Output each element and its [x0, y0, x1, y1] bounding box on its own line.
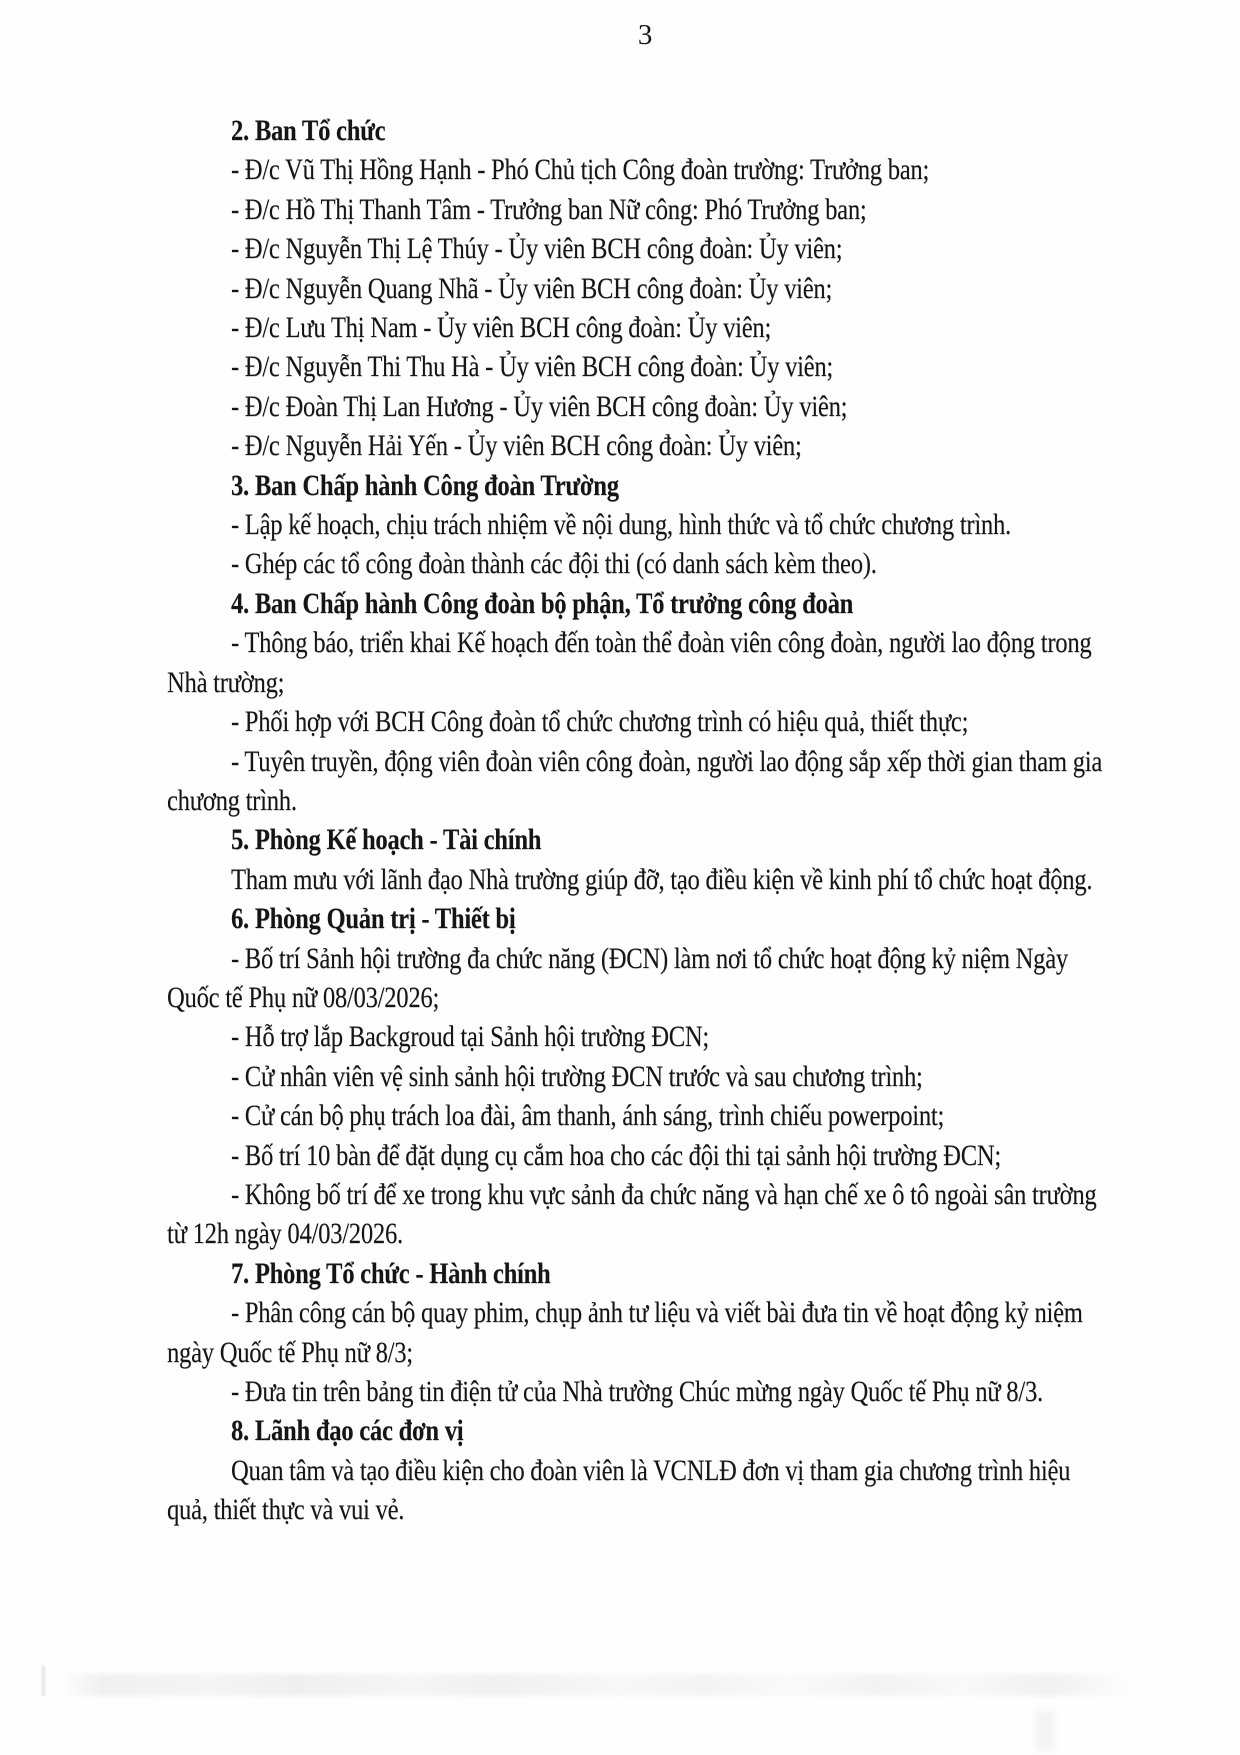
scan-artifact-smudge — [1035, 1710, 1055, 1752]
paragraph: - Đ/c Nguyễn Thị Lệ Thúy - Ủy viên BCH công đoàn: Ủy viên; — [230, 232, 843, 266]
paragraph: - Hỗ trợ lắp Backgroud tại Sảnh hội trường ĐCN; — [230, 1020, 710, 1054]
paragraph: - Cử nhân viên vệ sinh sảnh hội trường ĐCN trước và sau chương trình; — [230, 1059, 923, 1093]
paragraph: Quan tâm và tạo điều kiện cho đoàn viên là VCNLĐ đơn vị tham gia chương trình hiệu quả, thiết thực và vui vẻ. — [167, 1453, 1071, 1527]
paragraph: - Lập kế hoạch, chịu trách nhiệm về nội dung, hình thức và tổ chức chương trình. — [230, 508, 1011, 542]
section-lanh-dao-cac-don-vi — [167, 1411, 1107, 1529]
section-heading: 5. Phòng Kế hoạch - Tài chính — [230, 823, 542, 857]
paragraph: - Đ/c Nguyễn Hải Yến - Ủy viên BCH công đoàn: Ủy viên; — [230, 429, 802, 463]
paragraph: - Phân công cán bộ quay phim, chụp ảnh tư liệu và viết bài đưa tin về hoạt động kỷ niệm ngày Quốc tế Phụ nữ 8/3; — [167, 1296, 1083, 1369]
paragraph: - Đ/c Nguyễn Thi Thu Hà - Ủy viên BCH công đoàn: Ủy viên; — [230, 350, 833, 384]
paragraph: - Bố trí 10 bàn để đặt dụng cụ cắm hoa cho các đội thi tại sảnh hội trường ĐCN; — [230, 1138, 1001, 1172]
section-ban-chap-hanh-cong-doan-truong — [167, 466, 1107, 584]
paragraph: - Cử cán bộ phụ trách loa đài, âm thanh, ánh sáng, trình chiếu powerpoint; — [230, 1099, 945, 1133]
section-heading: 3. Ban Chấp hành Công đoàn Trường — [230, 468, 619, 502]
paragraph: - Đ/c Nguyễn Quang Nhã - Ủy viên BCH công đoàn: Ủy viên; — [230, 271, 833, 305]
section-ban-to-chuc — [167, 111, 1107, 466]
section-phong-ke-hoach-tai-chinh — [167, 820, 1107, 899]
paragraph: - Ghép các tổ công đoàn thành các đội thi (có danh sách kèm theo). — [230, 547, 877, 581]
paragraph: - Không bố trí để xe trong khu vực sảnh đa chức năng và hạn chế xe ô tô ngoài sân trường từ 12h ngày 04/03/2026. — [167, 1177, 1097, 1251]
paragraph: - Bố trí Sảnh hội trường đa chức năng (ĐCN) làm nơi tổ chức hoạt động kỷ niệm Ngày Quốc tế Phụ nữ 08/03/2026; — [167, 941, 1068, 1014]
paragraph: - Đ/c Lưu Thị Nam - Ủy viên BCH công đoàn: Ủy viên; — [230, 311, 772, 345]
section-heading: 8. Lãnh đạo các đơn vị — [230, 1414, 464, 1448]
section-heading: 2. Ban Tổ chức — [230, 114, 386, 147]
document-content — [167, 111, 1107, 1530]
paragraph: - Đ/c Hồ Thị Thanh Tâm - Trưởng ban Nữ công: Phó Trưởng ban; — [230, 192, 867, 226]
paragraph: - Phối hợp với BCH Công đoàn tổ chức chương trình có hiệu quả, thiết thực; — [230, 705, 969, 739]
paragraph: - Tuyên truyền, động viên đoàn viên công đoàn, người lao động sắp xếp thời gian tham gia chương trình. — [167, 744, 1103, 817]
paragraph: Tham mưu với lãnh đạo Nhà trường giúp đỡ, tạo điều kiện về kinh phí tổ chức hoạt động. — [230, 862, 1093, 896]
paragraph: - Đưa tin trên bảng tin điện tử của Nhà trường Chúc mừng ngày Quốc tế Phụ nữ 8/3. — [230, 1375, 1043, 1408]
scan-artifact-tick — [42, 1666, 45, 1696]
paragraph: - Thông báo, triển khai Kế hoạch đến toàn thể đoàn viên công đoàn, người lao động trong Nhà trường; — [167, 626, 1092, 699]
section-phong-to-chuc-hanh-chinh — [167, 1254, 1107, 1412]
section-heading: 4. Ban Chấp hành Công đoàn bộ phận, Tổ trưởng công đoàn — [230, 586, 854, 620]
section-heading: 7. Phòng Tổ chức - Hành chính — [230, 1256, 551, 1290]
section-ban-chap-hanh-bo-phan-to-truong — [167, 584, 1107, 820]
section-heading: 6. Phòng Quản trị - Thiết bị — [230, 902, 516, 936]
paragraph: - Đ/c Vũ Thị Hồng Hạnh - Phó Chủ tịch Công đoàn trường: Trưởng ban; — [230, 153, 930, 187]
page-number: 3 — [637, 19, 653, 51]
scan-artifact-band — [60, 1674, 1135, 1696]
section-phong-quan-tri-thiet-bi — [167, 899, 1107, 1254]
paragraph: - Đ/c Đoàn Thị Lan Hương - Ủy viên BCH công đoàn: Ủy viên; — [230, 389, 848, 423]
